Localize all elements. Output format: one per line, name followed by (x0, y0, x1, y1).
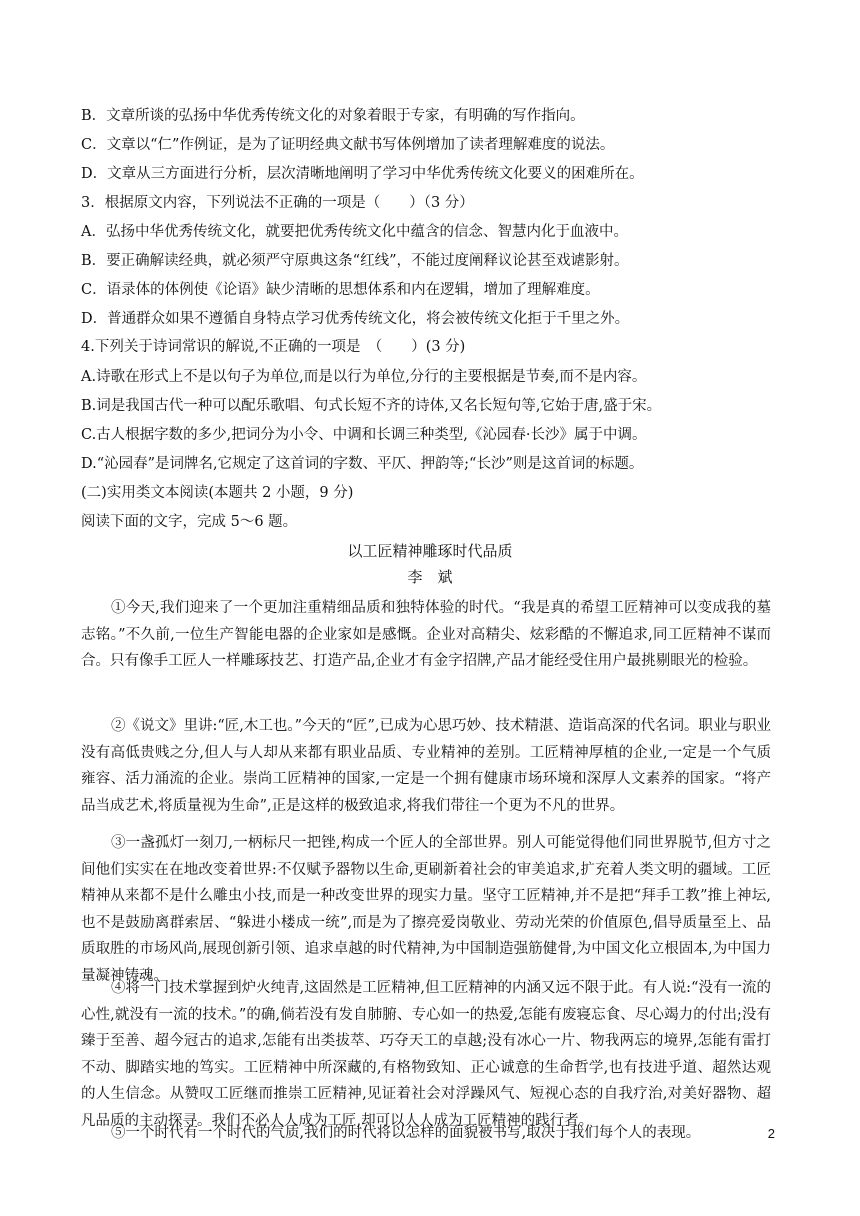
article-paragraph-5: ⑤一个时代有一个时代的气质,我们的时代将以怎样的面貌被书写,取决于我们每个人的表现。 (111, 1125, 701, 1141)
q3-option-b: B．要正确解读经典，就必须严守原典这条“红线”，不能过度阐释议论甚至戏谑影射。 (81, 253, 629, 269)
article-paragraph-2: ②《说文》里讲:“匠,木工也。”今天的“匠”,已成为心思巧妙、技术精湛、造诣高深的代名词。职业与职业没有高低贵贱之分,但人与人却从来都有职业品质、专业精神的差别。工匠精神厚植的企业,一定是一个气质雍容、活力涌流的企业。崇尚工匠精神的国家,一定是一个拥有健康市场环境和深厚人文素养的国家。“将产品当成艺术,将质量视为生命”,正是这样的极致追求,将我们带往一个更为不凡的世界。 (81, 718, 772, 814)
section-heading: (二)实用类文本阅读(本题共 2 小题，9 分) (81, 485, 354, 501)
q4-option-c: C.古人根据字数的多少,把词分为小令、中调和长调三种类型,《沁园春·长沙》属于中调。 (81, 427, 647, 443)
article-paragraph-1: ①今天,我们迎来了一个更加注重精细品质和独特体验的时代。“我是真的希望工匠精神可以变成我的墓志铭。”不久前,一位生产智能电器的企业家如是感慨。企业对高精尖、炫彩酷的不懈追求,同工匠精神不谋而合。只有像手工匠人一样雕琢技艺、打造产品,企业才有金字招牌,产品才能经受住用户最挑剔眼光的检验。 (81, 600, 771, 670)
question-3-stem: 3．根据原文内容，下列说法不正确的一项是（ ）（3 分） (81, 195, 474, 211)
option-d-line: D．文章从三方面进行分析，层次清晰地阐明了学习中华优秀传统文化要义的困难所在。 (81, 166, 644, 182)
page-number: 2 (767, 1126, 775, 1141)
q3-option-c: C．语录体的体例使《论语》缺少清晰的思想体系和内在逻辑，增加了理解难度。 (81, 282, 600, 298)
article-paragraph-4: ④将一门技术掌握到炉火纯青,这固然是工匠精神,但工匠精神的内涵又远不限于此。有人说:“没有一流的心性,就没有一流的技术。”的确,倘若没有发自肺腑、专心如一的热爱,怎能有废寝忘食、尽心竭力的付出;没有臻于至善、超今冠古的追求,怎能有出类拔萃、巧夺天工的卓越;没有冰心一片、物我两忘的境界,怎能有雷打不动、脚踏实地的笃实。工匠精神中所深藏的,有格物致知、正心诚意的生命哲学,也有技进乎道、超然达观的人生信念。从赞叹工匠继而推崇工匠精神,见证着社会对浮躁风气、短视心态的自我疗治,对美好器物、超凡品质的主动探寻。我们不必人人成为工匠,却可以人人成为工匠精神的践行者。 (81, 980, 771, 1129)
question-4-stem: 4.下列关于诗词常识的解说,不正确的一项是 （ ）(3 分) (81, 339, 466, 355)
q4-option-d: D.“沁园春”是词牌名,它规定了这首词的字数、平仄、押韵等;“长沙”则是这首词的标题。 (81, 456, 644, 472)
article-paragraph-3: ③一盏孤灯一刻刀,一柄标尺一把锉,构成一个匠人的全部世界。别人可能觉得他们同世界脱节,但方寸之间他们实实在在地改变着世界:不仅赋予器物以生命,更刷新着社会的审美追求,扩充着人类文明的疆域。工匠精神从来都不是什么雕虫小技,而是一种改变世界的现实力量。坚守工匠精神,并不是把“拜手工教”推上神坛,也不是鼓励离群索居、“躲进小楼成一统”,而是为了擦亮爱岗敬业、劳动光荣的价值原色,倡导质量至上、品质取胜的市场风尚,展现创新引领、追求卓越的时代精神,为中国制造强筋健骨,为中国文化立根固本,为中国力量凝神铸魂。 (81, 835, 771, 984)
q4-option-a: A.诗歌在形式上不是以句子为单位,而是以行为单位,分行的主要根据是节奏,而不是内容。 (81, 369, 647, 385)
option-c-line: C．文章以“仁”作例证，是为了证明经典文献书写体例增加了读者理解难度的说法。 (81, 137, 615, 153)
q3-option-d: D．普通群众如果不遵循自身特点学习优秀传统文化，将会被传统文化拒于千里之外。 (81, 311, 630, 327)
reading-instruction: 阅读下面的文字，完成 5～6 题。 (81, 514, 298, 530)
q4-option-b: B.词是我国古代一种可以配乐歌唱、句式长短不齐的诗体,又名长短句等,它始于唐,盛于宋。 (81, 398, 662, 414)
article-author: 李 斌 (407, 568, 453, 586)
article-title: 以工匠精神雕琢时代品质 (347, 542, 513, 560)
q3-option-a: A．弘扬中华优秀传统文化，就要把优秀传统文化中蕴含的信念、智慧内化于血液中。 (81, 224, 628, 240)
option-b-line: B．文章所谈的弘扬中华优秀传统文化的对象着眼于专家，有明确的写作指向。 (81, 108, 585, 124)
